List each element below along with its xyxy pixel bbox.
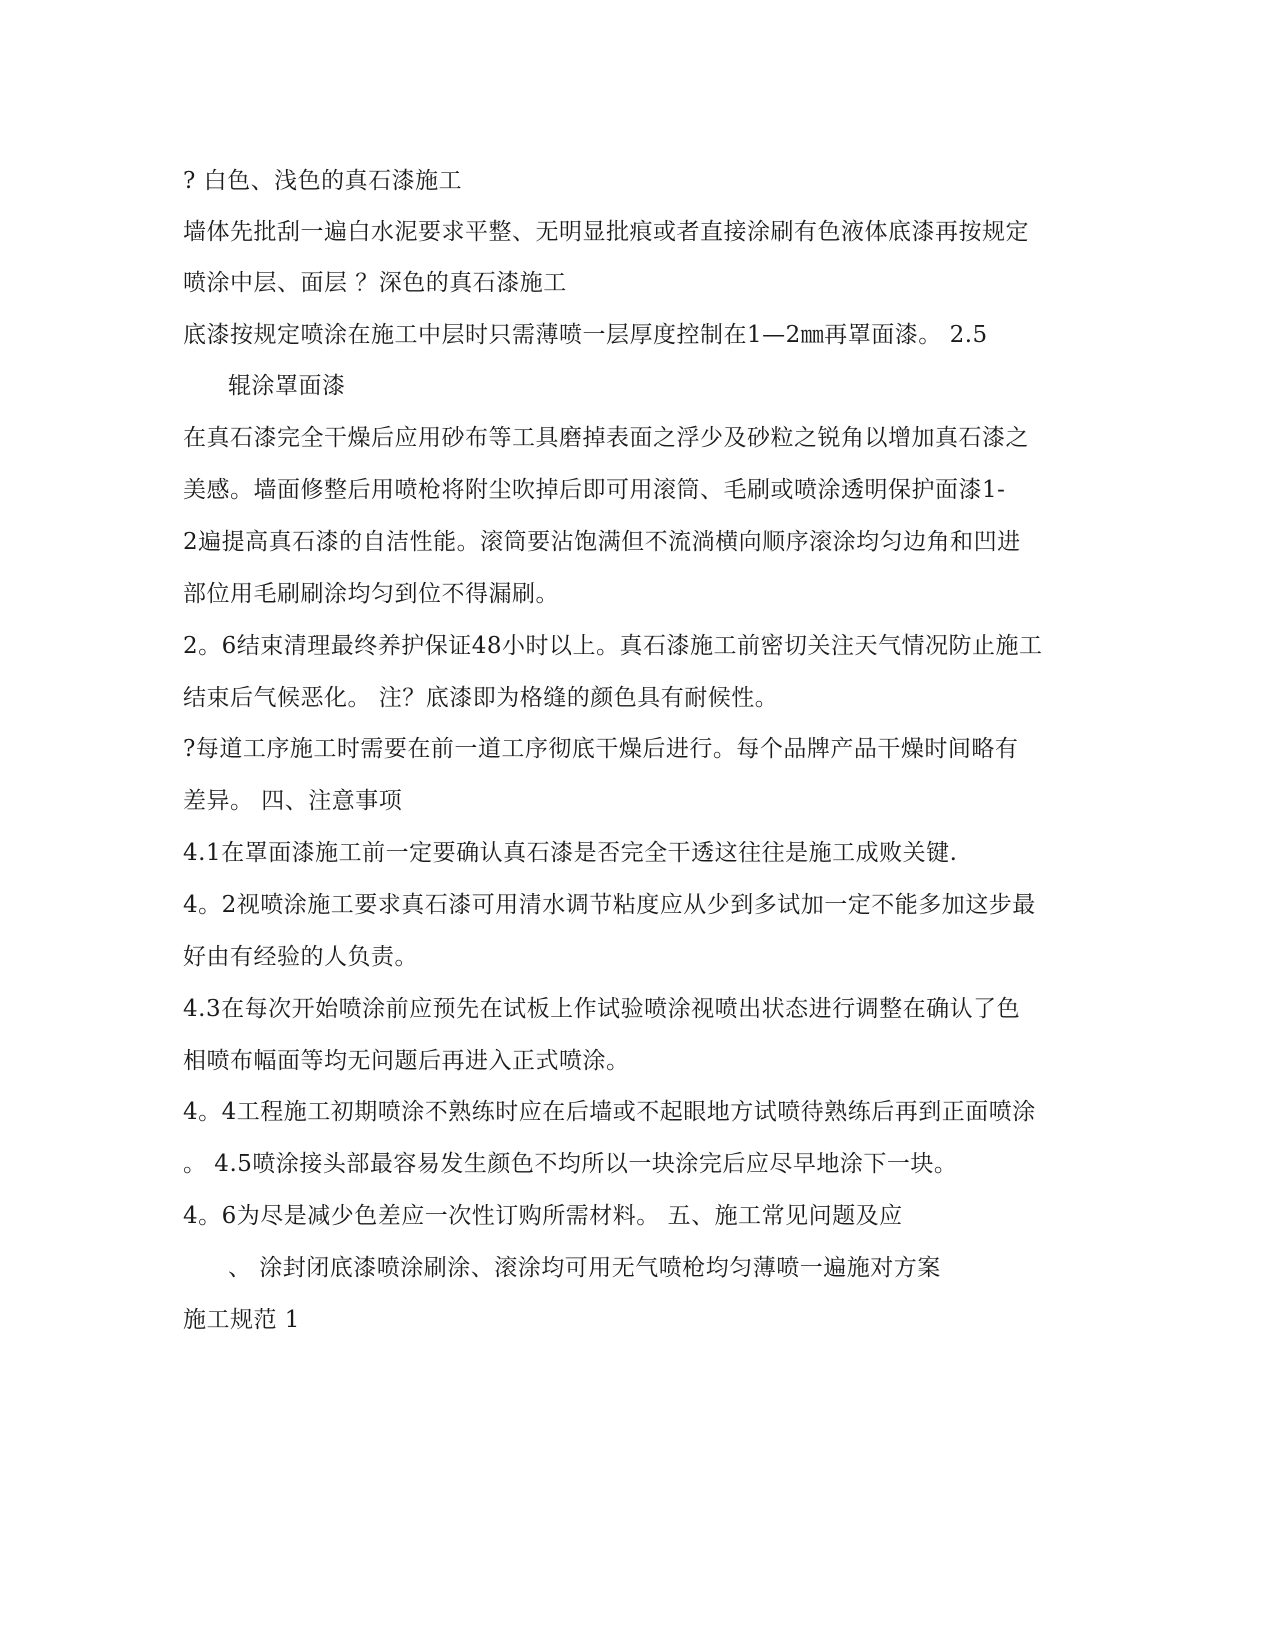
text-line: 、 涂封闭底漆喷涂刷涂、滚涂均可用无气喷枪均匀薄喷一遍施对方案 (228, 1255, 941, 1281)
text-line: 好由有经验的人负责。 (183, 944, 418, 970)
text-line: 美感。墙面修整后用喷枪将附尘吹掉后即可用滚筒、毛刷或喷涂透明保护面漆1- (183, 477, 1006, 503)
text-line: 喷涂中层、面层 ？深色的真石漆施工 (183, 270, 567, 296)
text-line: 墙体先批刮一遍白水泥要求平整、无明显批痕或者直接涂刷有色液体底漆再按规定 (183, 219, 1029, 245)
text-line: ?每道工序施工时需要在前一道工序彻底干燥后进行。每个品牌产品干燥时间略有 (183, 736, 1019, 762)
text-line: 4。2视喷涂施工要求真石漆可用清水调节粘度应从少到多试加一定不能多加这步最 (183, 892, 1036, 918)
text-line: 部位用毛刷刷涂均匀到位不得漏刷。 (183, 581, 559, 607)
text-line: 4。6为尽是减少色差应一次性订购所需材料。 五、施工常见问题及应 (183, 1203, 903, 1229)
text-line: 4.1在罩面漆施工前一定要确认真石漆是否完全干透这往往是施工成败关键. (183, 840, 958, 866)
text-line: ? 白色、浅色的真石漆施工 (183, 168, 463, 194)
text-line: 4。4工程施工初期喷涂不熟练时应在后墙或不起眼地方试喷待熟练后再到正面喷涂 (183, 1099, 1036, 1125)
text-line: 2。6结束清理最终养护保证48小时以上。真石漆施工前密切关注天气情况防止施工 (183, 633, 1043, 659)
text-line: 。 4.5喷涂接头部最容易发生颜色不均所以一块涂完后应尽早地涂下一块。 (183, 1151, 958, 1177)
text-line: 4.3在每次开始喷涂前应预先在试板上作试验喷涂视喷出状态进行调整在确认了色 (183, 996, 1021, 1022)
text-line: 结束后气候恶化。 注？底漆即为格缝的颜色具有耐候性。 (183, 685, 779, 711)
text-line: 2遍提高真石漆的自洁性能。滚筒要沾饱满但不流淌横向顺序滚涂均匀边角和凹进 (183, 529, 1021, 555)
text-line: 在真石漆完全干燥后应用砂布等工具磨掉表面之浮少及砂粒之锐角以增加真石漆之 (183, 425, 1029, 451)
text-line: 施工规范 1 (183, 1307, 300, 1333)
text-line: 辊涂罩面漆 (228, 373, 346, 399)
text-line: 底漆按规定喷涂在施工中层时只需薄喷一层厚度控制在1—2㎜再罩面漆。 2.5 (183, 322, 988, 348)
text-line: 差异。 四、注意事项 (183, 788, 403, 814)
text-line: 相喷布幅面等均无问题后再进入正式喷涂。 (183, 1048, 630, 1074)
